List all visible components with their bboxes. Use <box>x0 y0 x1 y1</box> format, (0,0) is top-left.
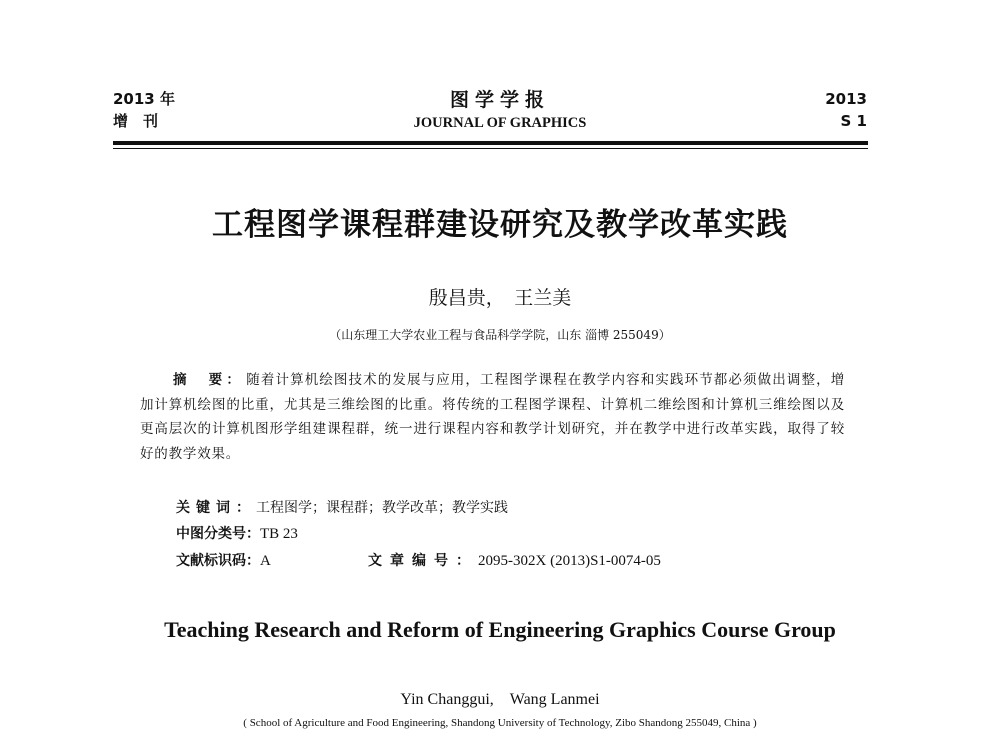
keywords-line <box>176 498 508 518</box>
header-rule-thin <box>113 148 868 149</box>
header-issue-cn: 增 刊 <box>113 112 159 130</box>
abstract-cn <box>140 368 845 466</box>
header-right <box>825 88 867 132</box>
article-no-line <box>368 551 661 571</box>
journal-name-cn: 图学学报 <box>449 89 550 111</box>
abstract-text: 随着计算机绘图技术的发展与应用，工程图学课程在教学内容和实践环节都必须做出调整，增加计算机绘图的比重，尤其是三维绘图的比重。将传统的工程图学课程、计算机二维绘图和计算机三维绘图以及更高层次的计算机图形学组建课程群，统一进行课程内容和教学计划研究，并在教学中进行改革实践，取得了较好的教学效果。 <box>140 372 845 462</box>
affiliation-cn: （山东理工大学农业工程与食品科学学院，山东 淄博 255049） <box>329 328 671 342</box>
clc-value: TB 23 <box>260 526 298 542</box>
article-no-value: 2095-302X (2013)S1-0074-05 <box>478 553 661 569</box>
journal-name-en: JOURNAL OF GRAPHICS <box>413 115 587 131</box>
keywords-label: 关键词： <box>176 500 256 516</box>
clc-line <box>176 524 298 544</box>
article-title-en: Teaching Research and Reform of Engineering Graphics Course Group <box>164 617 836 642</box>
article-no-label: 文章编号： <box>368 553 478 569</box>
doc-code-line <box>176 551 271 571</box>
authors-cn: 殷昌贵， 王兰美 <box>428 287 572 309</box>
header-rule-thick <box>113 141 868 145</box>
doc-code-value: A <box>260 553 271 569</box>
header-year: 2013 <box>825 90 867 108</box>
article-title-cn: 工程图学课程群建设研究及教学改革实践 <box>212 207 788 243</box>
abstract-label: 摘 要： <box>173 372 245 388</box>
header-issue: S 1 <box>840 112 867 130</box>
affiliation-en: ( School of Agriculture and Food Engineering, Shandong University of Technology, Zibo Shandong 255049, China ) <box>243 717 757 729</box>
keywords-value: 工程图学；课程群；教学改革；教学实践 <box>256 500 508 516</box>
clc-label: 中图分类号： <box>176 526 260 542</box>
header-year-cn: 2013 年 <box>113 90 175 108</box>
authors-en: Yin Changgui, Wang Lanmei <box>400 691 600 708</box>
doc-code-label: 文献标识码： <box>176 553 260 569</box>
